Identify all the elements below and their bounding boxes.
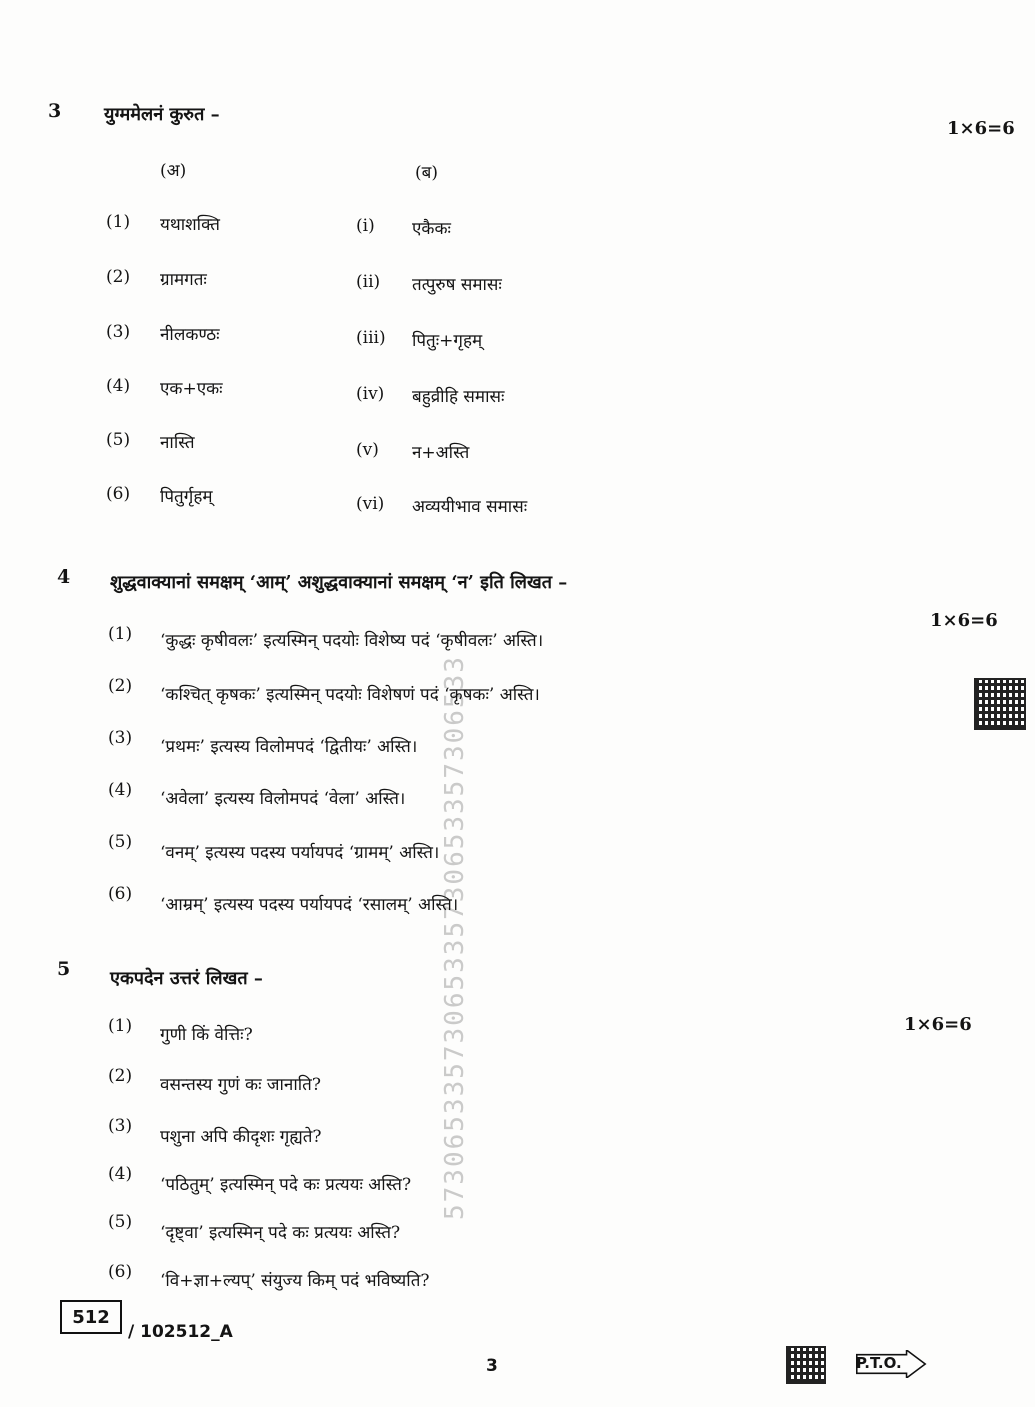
q4-item-num: (2): [108, 676, 133, 696]
qr-code-icon: [974, 678, 1026, 730]
q3-marks: 1×6=6: [947, 118, 1015, 139]
q4-item-text: ‘कश्चित् कृषकः’ इत्यस्मिन् पदयोः विशेषणं पदं ‘कृषकः’ अस्ति।: [160, 685, 540, 705]
q5-item-text: पशुना अपि कीदृशः गृह्यते?: [160, 1127, 322, 1147]
q3-row-b: न+अस्ति: [412, 443, 470, 463]
q3-row-roman: (vi): [356, 494, 385, 514]
q5-item-num: (5): [108, 1212, 133, 1232]
q5-item-text: ‘पठितुम्’ इत्यस्मिन् पदे कः प्रत्ययः अस्ति?: [160, 1175, 412, 1195]
q5-item-text: वसन्तस्य गुणं कः जानाति?: [160, 1075, 321, 1095]
q4-item-num: (5): [108, 832, 133, 852]
q5-title: एकपदेन उत्तरं लिखत –: [110, 968, 263, 989]
q5-item-num: (6): [108, 1262, 133, 1282]
paper-code-suffix: / 102512_A: [128, 1322, 233, 1342]
q4-item-text: ‘वनम्’ इत्यस्य पदस्य पर्यायपदं ‘ग्रामम्’ अस्ति।: [160, 843, 440, 863]
q3-row-roman: (i): [356, 216, 375, 236]
q3-row-b: पितुः+गृहम्: [412, 331, 483, 351]
q3-row-num: (4): [106, 376, 131, 396]
q5-item-text: ‘दृष्ट्वा’ इत्यस्मिन् पदे कः प्रत्ययः अस्ति?: [160, 1223, 401, 1243]
q3-row-a: एक+एकः: [160, 379, 223, 399]
q3-title: युग्ममेलनं कुरुत –: [104, 104, 220, 125]
q3-row-num: (6): [106, 484, 131, 504]
q5-marks: 1×6=6: [904, 1014, 972, 1035]
q3-row-roman: (v): [356, 440, 379, 460]
q3-row-a: नीलकण्ठः: [160, 325, 220, 345]
pto-label: P.T.O.: [856, 1354, 902, 1372]
q3-row-a: पितुर्गृहम्: [160, 487, 213, 507]
q3-row-roman: (ii): [356, 272, 381, 292]
q3-row-b: तत्पुरुष समासः: [412, 275, 502, 295]
q3-row-a: यथाशक्ति: [160, 215, 220, 235]
q3-row-num: (5): [106, 430, 131, 450]
q5-item-num: (4): [108, 1164, 133, 1184]
q3-row-b: अव्ययीभाव समासः: [412, 497, 528, 517]
q3-row-a: नास्ति: [160, 433, 195, 453]
q4-marks: 1×6=6: [930, 610, 998, 631]
q4-item-text: ‘प्रथमः’ इत्यस्य विलोमपदं ‘द्वितीयः’ अस्ति।: [160, 737, 418, 757]
watermark: 57306533573065335730653357306533: [440, 655, 470, 1220]
q5-item-num: (3): [108, 1116, 133, 1136]
q4-item-text: ‘आम्रम्’ इत्यस्य पदस्य पर्यायपदं ‘रसालम्’ अस्ति।: [160, 895, 459, 915]
q4-item-num: (1): [108, 624, 133, 644]
q5-item-text: गुणी किं वेत्तिः?: [160, 1025, 253, 1045]
q4-item-num: (6): [108, 884, 133, 904]
q3-row-roman: (iii): [356, 328, 386, 348]
q4-item-text: ‘कुद्धः कृषीवलः’ इत्यस्मिन् पदयोः विशेष्य पदं ‘कृषीवलः’ अस्ति।: [160, 631, 544, 651]
q3-row-a: ग्रामगतः: [160, 270, 207, 290]
q5-item-num: (1): [108, 1016, 133, 1036]
q4-item-num: (3): [108, 728, 133, 748]
q4-number: 4: [57, 566, 71, 588]
paper-code-box: 512: [60, 1300, 122, 1334]
qr-code-icon: [786, 1346, 826, 1384]
q3-row-roman: (iv): [356, 384, 385, 404]
q3-row-num: (1): [106, 212, 131, 232]
q3-row-num: (3): [106, 322, 131, 342]
q5-item-num: (2): [108, 1066, 133, 1086]
q4-title: शुद्धवाक्यानां समक्षम् ‘आम्’ अशुद्धवाक्यानां समक्षम् ‘न’ इति लिखत –: [110, 572, 568, 593]
q4-item-text: ‘अवेला’ इत्यस्य विलोमपदं ‘वेला’ अस्ति।: [160, 789, 406, 809]
q3-row-b: बहुव्रीहि समासः: [412, 387, 505, 407]
q3-row-num: (2): [106, 267, 131, 287]
q3-number: 3: [48, 100, 62, 122]
q3-row-b: एकैकः: [412, 219, 451, 239]
page-number: 3: [486, 1356, 498, 1376]
q5-item-text: ‘वि+ज्ञा+ल्यप्’ संयुज्य किम् पदं भविष्यति?: [160, 1271, 430, 1291]
q4-item-num: (4): [108, 780, 133, 800]
q3-col-b-header: (ब): [415, 163, 438, 183]
q3-col-a-header: (अ): [160, 161, 187, 181]
q5-number: 5: [57, 958, 71, 980]
